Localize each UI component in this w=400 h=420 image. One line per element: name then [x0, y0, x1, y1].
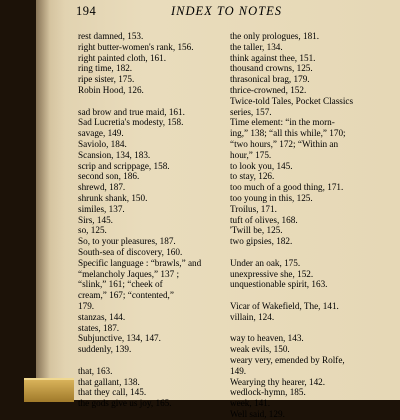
index-entry: Troilus, 171.	[230, 203, 277, 214]
index-entry: week, 141.	[230, 398, 271, 409]
index-entry: think against thee, 151.	[230, 52, 316, 63]
index-entry: thrice-crowned, 152.	[230, 84, 307, 95]
index-entry: Scansion, 134, 183.	[78, 149, 151, 160]
index-entry: South-sea of discovery, 160.	[78, 246, 183, 257]
index-entry: series, 157.	[230, 106, 272, 117]
index-entry: Sirs, 145.	[78, 214, 113, 225]
index-entry: scrip and scrippage, 158.	[78, 160, 170, 171]
index-entry: shrewd, 187.	[78, 182, 126, 193]
index-entry: ring time, 182.	[78, 63, 133, 74]
page-title: INDEX TO NOTES	[171, 4, 283, 18]
index-entry: ripe sister, 175.	[78, 74, 135, 85]
entry-gap	[230, 323, 395, 334]
index-entry: wedlock-hymn, 185.	[230, 387, 306, 398]
index-entry: way to heaven, 143.	[230, 333, 304, 344]
index-entry: Robin Hood, 126.	[78, 84, 144, 95]
bookmark-tab	[24, 378, 74, 402]
index-entry: shrunk shank, 150.	[78, 192, 148, 203]
index-entry: the only prologues, 181.	[230, 31, 320, 41]
index-entry: cream,” 167; “contented,”	[78, 290, 174, 301]
index-entry: the taller, 134.	[230, 41, 283, 52]
index-entry: weary very, emended by Rolfe,	[230, 354, 345, 365]
index-entry: hour,” 175.	[230, 149, 272, 160]
page-header	[76, 4, 392, 20]
index-entry: savage, 149.	[78, 128, 124, 139]
index-entry: that they call, 145.	[78, 387, 147, 398]
index-entry: villain, 124.	[230, 311, 275, 322]
index-entry: Wearying thy hearer, 142.	[230, 376, 326, 387]
index-entry: two gipsies, 182.	[230, 236, 293, 247]
index-entry: “two hours,” 172; “Within an	[230, 138, 339, 149]
index-entry: Twice-told Tales, Pocket Classics	[230, 95, 354, 106]
index-entry: unexpressive she, 152.	[230, 268, 314, 279]
index-entry: right butter-women's rank, 156.	[78, 41, 194, 52]
index-entry: right painted cloth, 161.	[78, 52, 167, 63]
index-entry: second son, 186.	[78, 171, 140, 182]
index-entry: the gods give us joy, 165.	[78, 398, 172, 409]
index-entry: to look you, 145.	[230, 160, 293, 171]
index-entry: Well said, 129.	[230, 408, 285, 419]
index-entry: Saviolo, 184.	[78, 138, 127, 149]
index-entry: 149.	[230, 365, 247, 376]
index-entry: that gallant, 138.	[78, 376, 140, 387]
index-entry: 'Twill be, 125.	[230, 225, 283, 236]
index-entry: Subjunctive, 134, 147.	[78, 333, 161, 344]
index-entry: 179.	[78, 300, 95, 311]
index-entry: so, 125.	[78, 225, 107, 236]
entry-gap	[230, 247, 395, 258]
index-entry: So, to your pleasures, 187.	[78, 236, 176, 247]
index-entry: thrasonical brag, 179.	[230, 74, 310, 85]
index-entry: stanzas, 144.	[78, 311, 126, 322]
index-entry: Specific language : “brawls,” and	[78, 257, 202, 268]
index-entry: unquestionable spirit, 163.	[230, 279, 328, 290]
index-entry: states, 187.	[78, 322, 120, 333]
index-column-right	[230, 31, 395, 420]
index-entry: Vicar of Wakefield, The, 141.	[230, 300, 339, 311]
index-entry: similes, 137.	[78, 203, 125, 214]
index-entry: suddenly, 139.	[78, 344, 132, 355]
index-entry: Under an oak, 175.	[230, 257, 301, 268]
index-entry: thousand crowns, 125.	[230, 63, 313, 74]
index-column-left	[78, 31, 228, 409]
index-entry: too much of a good thing, 171.	[230, 182, 344, 193]
entry-gap	[230, 290, 395, 301]
index-entry: rest damned, 153.	[78, 31, 144, 41]
index-entry: to stay, 126.	[230, 171, 275, 182]
entry-gap	[78, 355, 228, 366]
index-entry: weak evils, 150.	[230, 344, 290, 355]
index-entry: too young in this, 125.	[230, 192, 313, 203]
page-gutter-shadow	[36, 0, 50, 400]
index-entry: sad brow and true maid, 161.	[78, 106, 185, 117]
index-entry: Time element: “in the morn-	[230, 117, 335, 128]
page-number: 194	[76, 4, 97, 18]
index-entry: ing,” 138; “all this while,” 170;	[230, 128, 346, 139]
index-entry: “slink,” 161; “cheek of	[78, 279, 163, 290]
index-entry: tuft of olives, 168.	[230, 214, 298, 225]
index-entry: that, 163.	[78, 365, 113, 376]
index-entry: “melancholy Jaques,” 137 ;	[78, 268, 180, 279]
index-entry: Sad Lucretia's modesty, 158.	[78, 117, 184, 128]
entry-gap	[78, 96, 228, 107]
